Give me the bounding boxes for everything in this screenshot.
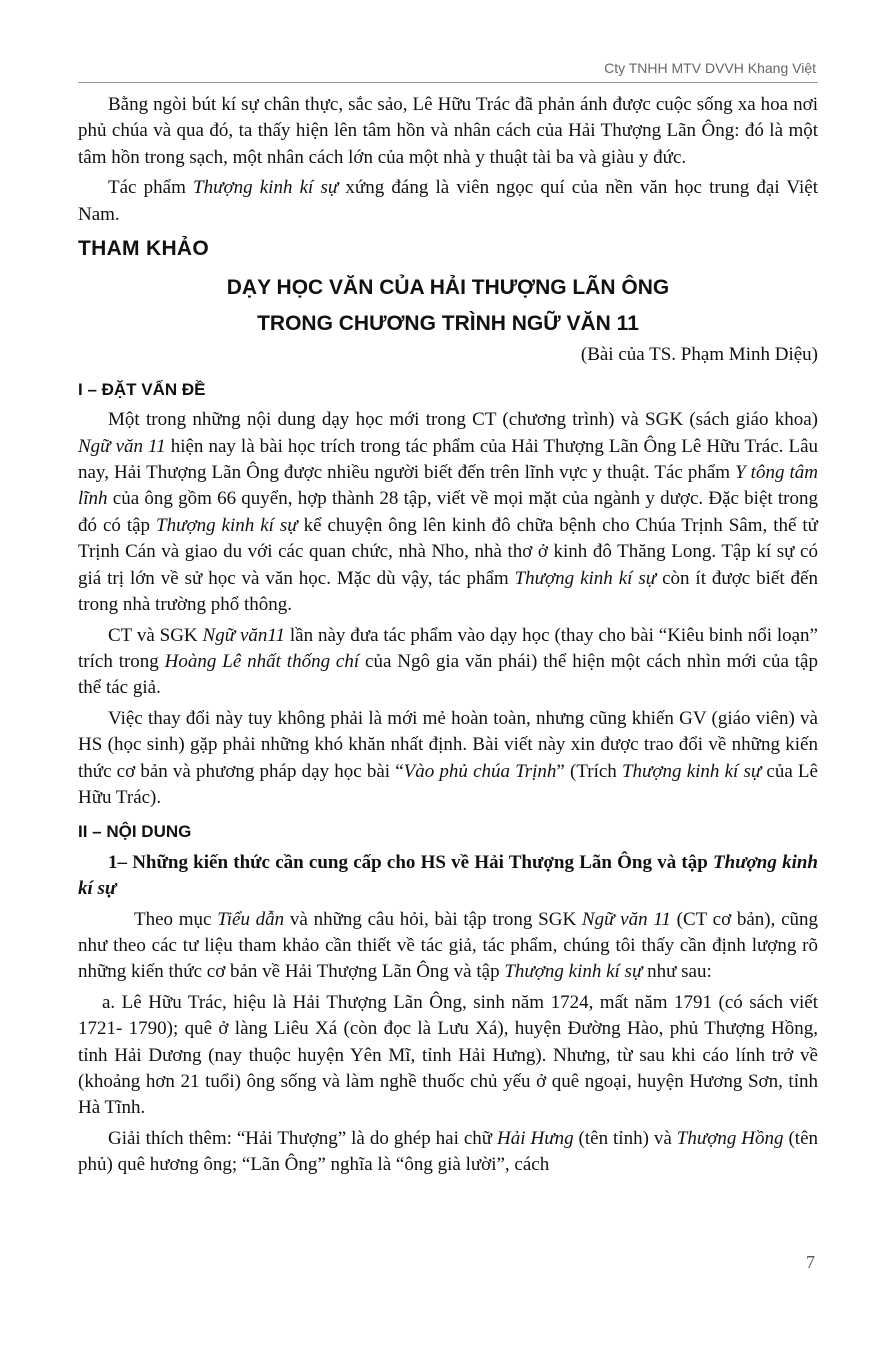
section-2-subheading-1: 1– Những kiến thức cần cung cấp cho HS về Hải Thượng Lãn Ông và tập Thượng kinh kí sự [78,851,818,900]
page-number: 7 [806,1252,815,1272]
intro-paragraph-2: Tác phẩm Thượng kinh kí sự xứng đáng là viên ngọc quí của nền văn học trung đại Việt Nam. [78,177,818,225]
article-byline: (Bài của TS. Phạm Minh Diệu) [580,344,818,366]
section-1-paragraph-1: Một trong những nội dung dạy học mới trong CT (chương trình) và SGK (sách giáo khoa) Ngữ văn 11 hiện nay là bài học trích trong tác phẩm của Hải Thượng Lãn Ông Lê Hữu Trác. Lâu nay, Hải Thượng Lãn Ông được nhiều người biết đến trên lĩnh vực y thuật. Tác phẩm Y tông tâm lĩnh của ông gồm 66 quyển, hợp thành 28 tập, viết về mọi mặt của ngành y dược. Đặc biệt trong đó có tập Thượng kinh kí sự kể chuyện ông lên kinh đô chữa bệnh cho Chúa Trịnh Sâm, thế tử Trịnh Cán và giao du với các quan chức, nhà Nho, nhà thơ ở kinh đô Thăng Long. Tập kí sự có giá trị lớn về sử học và văn học. Mặc dù vậy, tác phẩm Thượng kinh kí sự còn ít được biết đến trong nhà trường phổ thông. [78,409,819,616]
section-1-paragraph-2: CT và SGK Ngữ văn11 lần này đưa tác phẩm vào dạy học (thay cho bài “Kiêu binh nổi loạn” trích trong Hoàng Lê nhất thống chí của Ngô gia văn phái) thể hiện một cách nhìn mới của tập thể tác giả. [78,624,818,699]
article-title-line-1: DẠY HỌC VĂN CỦA HẢI THƯỢNG LÃN ÔNG [226,276,670,300]
page-body [78,92,818,1183]
reference-heading: THAM KHẢO [78,237,210,261]
section-2-paragraph-1: Theo mục Tiểu dẫn và những câu hỏi, bài tập trong SGK Ngữ văn 11 (CT cơ bản), cũng như theo các tư liệu tham khảo cần thiết về tác giả, tác phẩm, chúng tôi thấy cần định lượng rõ những kiến thức cơ bản về Hải Thượng Lãn Ông và tập Thượng kinh kí sự như sau: [78,908,819,983]
section-2-heading: II – NỘI DUNG [78,822,192,842]
publisher-name: Cty TNHH MTV DVVH Khang Việt [604,60,816,76]
section-2-paragraph-2: Giải thích thêm: “Hải Thượng” là do ghép hai chữ Hải Hưng (tên tỉnh) và Thượng Hồng (tên phủ) quê hương ông; “Lãn Ông” nghĩa là “ông già lười”, cách [78,1127,819,1176]
section-2-item-a: a. Lê Hữu Trác, hiệu là Hải Thượng Lãn Ông, sinh năm 1724, mất năm 1791 (có sách viết 1721- 1790); quê ở làng Liêu Xá (còn đọc là Lưu Xá), huyện Đường Hào, phủ Thượng Hồng, tỉnh Hải Dương (nay thuộc huyện Yên Mĩ, tỉnh Hải Hưng). Nhưng, từ sau khi cáo lính trở về (khoảng hơn 21 tuổi) ông sống và làm nghề thuốc chủ yếu ở quê ngoại, huyện Hương Sơn, tỉnh Hà Tĩnh. [78,991,818,1119]
article-title-line-2: TRONG CHƯƠNG TRÌNH NGỮ VĂN 11 [257,312,639,336]
intro-paragraph-1: Bằng ngòi bút kí sự chân thực, sắc sảo, Lê Hữu Trác đã phản ánh được cuộc sống xa hoa nơi phủ chúa và qua đó, ta thấy hiện lên tâm hồn và nhân cách của Hải Thượng Lãn Ông: đó là một tâm hồn trong sạch, một nhân cách lớn của một nhà y thuật tài ba và giàu y đức. [78,94,818,168]
section-1-heading: I – ĐẶT VẤN ĐỀ [78,379,206,399]
running-header [78,58,818,83]
section-1-paragraph-3: Việc thay đổi này tuy không phải là mới mẻ hoàn toàn, nhưng cũng khiến GV (giáo viên) và HS (học sinh) gặp phải những khó khăn nhất định. Bài viết này xin được trao đổi về những kiến thức cơ bản và phương pháp dạy học bài “Vào phủ chúa Trịnh” (Trích Thượng kinh kí sự của Lê Hữu Trác). [78,707,818,808]
